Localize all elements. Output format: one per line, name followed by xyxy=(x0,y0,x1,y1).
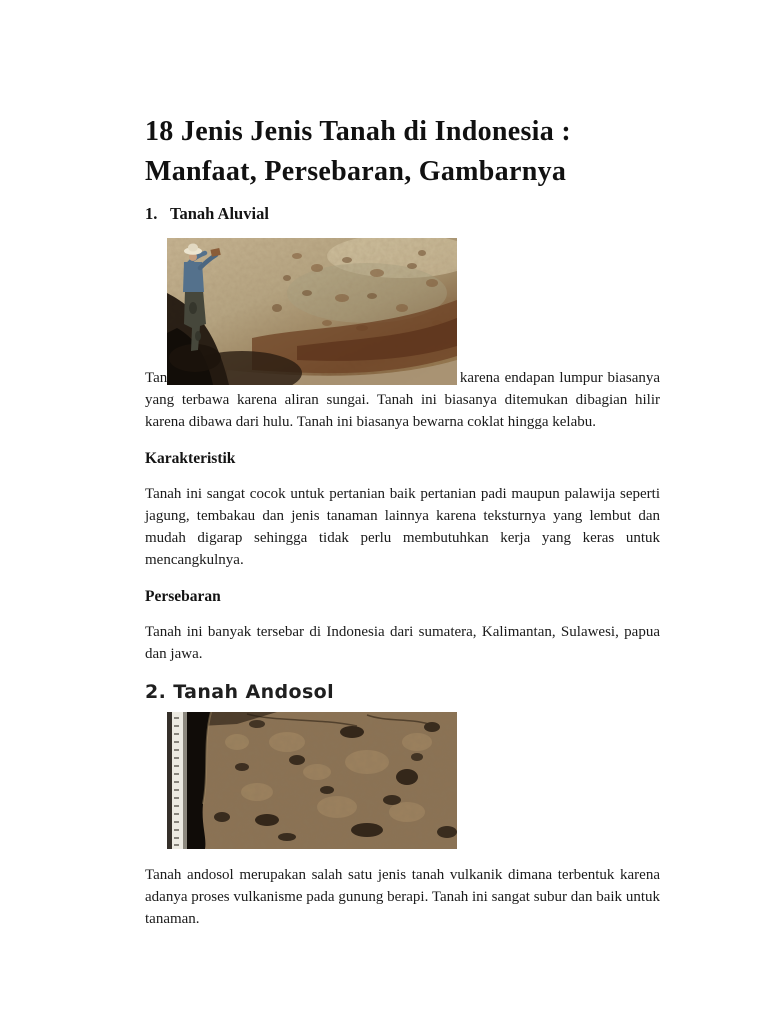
page-title xyxy=(145,112,660,192)
page-title-line-1: 18 Jenis Jenis Tanah di Indonesia : xyxy=(145,116,571,147)
karakteristik-heading: Karakteristik xyxy=(145,450,236,467)
andosol-soil-photo xyxy=(167,712,457,849)
section-number: 1. xyxy=(145,204,158,223)
section-name: Tanah Aluvial xyxy=(170,204,269,223)
document-content xyxy=(145,112,660,930)
persebaran-heading: Persebaran xyxy=(145,588,221,605)
karakteristik-paragraph: Tanah ini sangat cocok untuk pertanian baik pertanian padi maupun palawija seperti jagung, tembakau dan jenis tanaman lainnya karena teksturnya yang lembut dan mudah digarap sehingga tidak perlu membutuhkan kerja yang keras untuk mencangkulnya. xyxy=(145,486,660,568)
aluvial-soil-photo xyxy=(167,238,457,385)
persebaran-paragraph: Tanah ini banyak tersebar di Indonesia dari sumatera, Kalimantan, Sulawesi, papua dan jawa. xyxy=(145,624,660,662)
section-heading-tanah-andosol: 2. Tanah Andosol xyxy=(145,681,335,703)
intro-fragment-right: karena endapan lumpur biasanya yang terbawa karena aliran sungai. Tanah ini biasanya ditemukan dibagian hilir karena dibawa dari hulu. Tanah ini biasanya bewarna coklat hingga kelabu. xyxy=(145,370,661,430)
page-title-line-2: Manfaat, Persebaran, Gambarnya xyxy=(145,156,567,187)
section-heading-tanah-aluvial xyxy=(145,205,660,223)
andosol-paragraph: Tanah andosol merupakan salah satu jenis tanah vulkanik dimana terbentuk karena adanya proses vulkanisme pada gunung berapi. Tanah ini sangat subur dan baik untuk tanaman. xyxy=(145,867,660,927)
intro-fragment-left: Tan xyxy=(145,370,168,386)
